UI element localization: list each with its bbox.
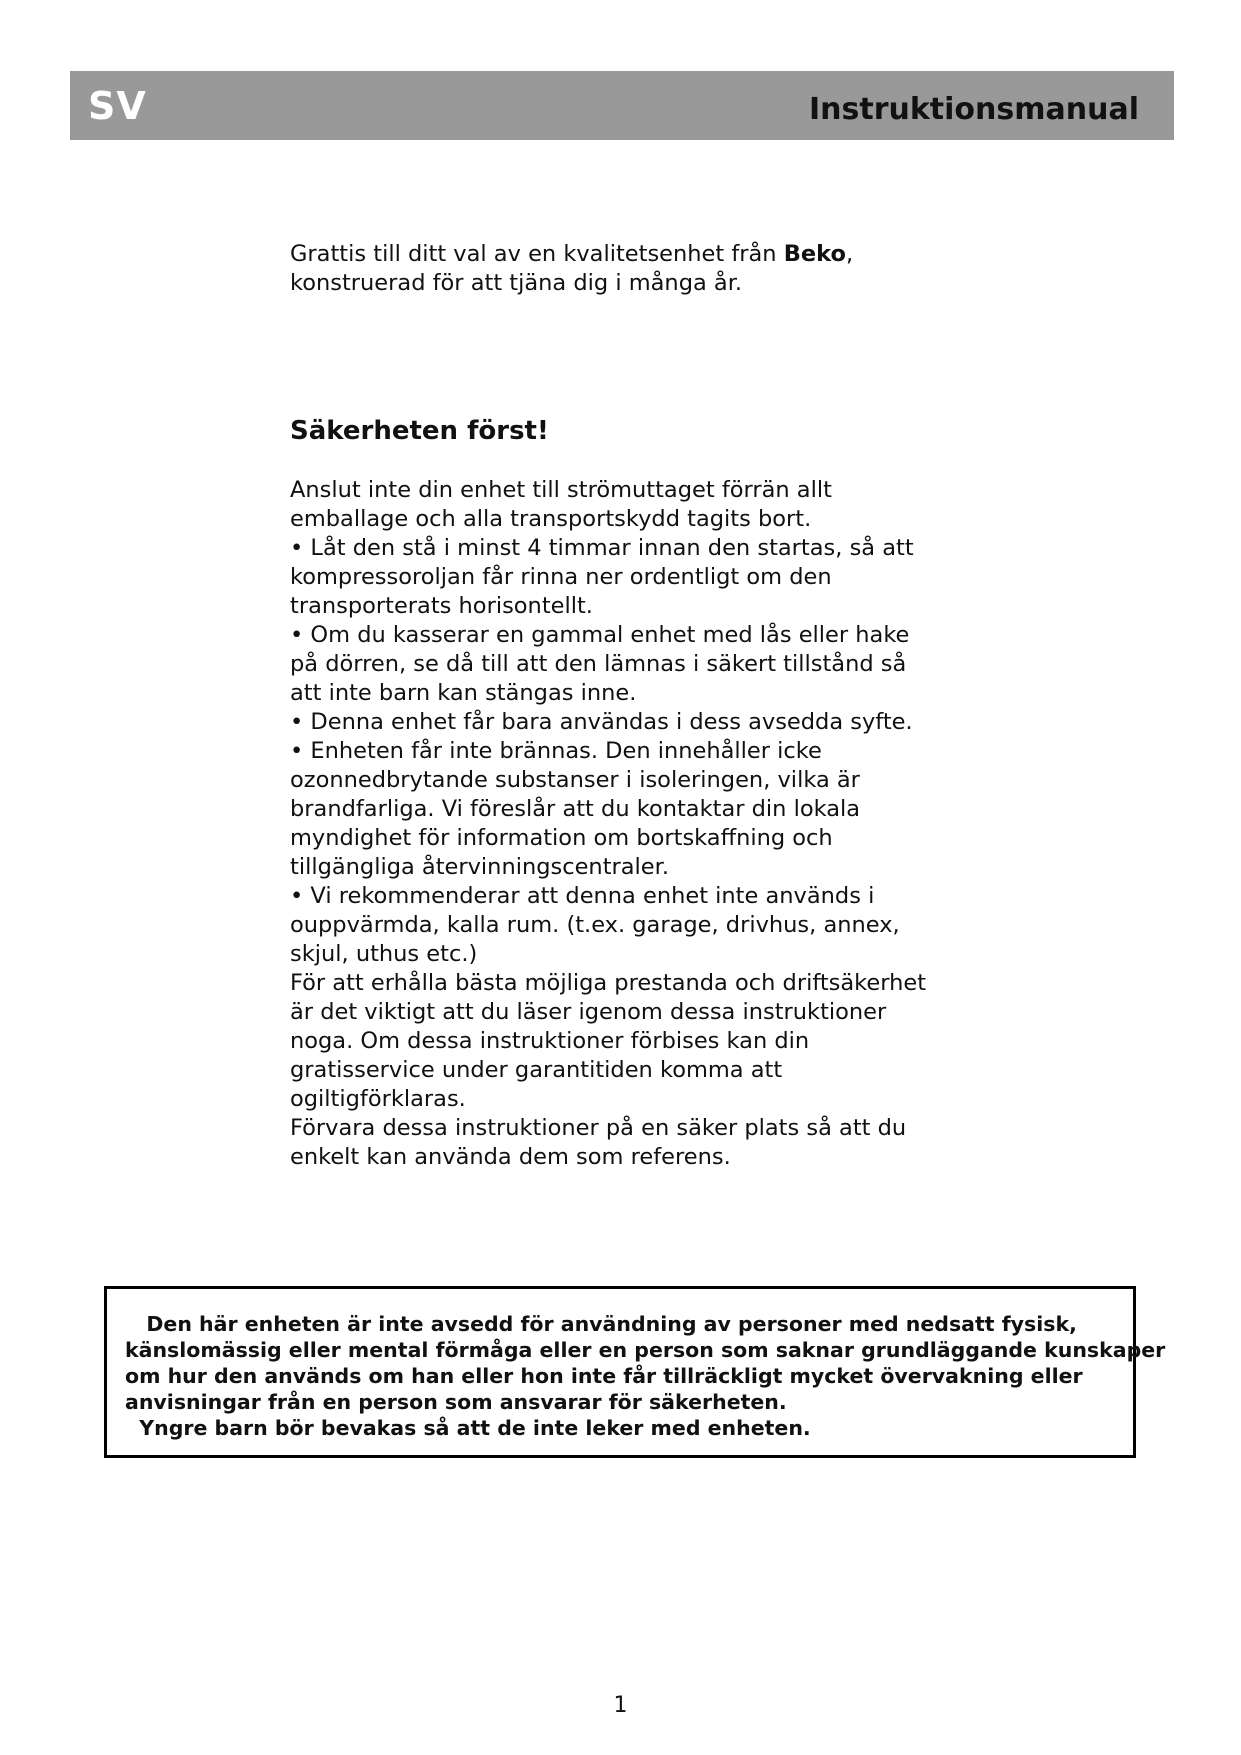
- safety-line: • Om du kasserar en gammal enhet med lås eller hake: [290, 622, 910, 648]
- page-number: 1: [613, 1693, 628, 1718]
- safety-line: brandfarliga. Vi föreslår att du kontaktar din lokala: [290, 796, 861, 822]
- warning-line: om hur den används om han eller hon inte får tillräckligt mycket övervakning eller: [125, 1364, 1083, 1388]
- language-code: SV: [88, 84, 147, 128]
- safety-line: • Enheten får inte brännas. Den innehåller icke: [290, 738, 822, 764]
- safety-line: enkelt kan använda dem som referens.: [290, 1144, 731, 1170]
- safety-line: ouppvärmda, kalla rum. (t.ex. garage, drivhus, annex,: [290, 912, 900, 938]
- warning-line: Den här enheten är inte avsedd för användning av personer med nedsatt fysisk,: [125, 1312, 1077, 1336]
- safety-line: transporterats horisontellt.: [290, 593, 593, 619]
- intro-text-start: Grattis till ditt val av en kvalitetsenhet från: [290, 241, 784, 267]
- document-title: Instruktionsmanual: [808, 92, 1139, 127]
- safety-line: skjul, uthus etc.): [290, 941, 478, 967]
- safety-line: tillgängliga återvinningscentraler.: [290, 854, 669, 880]
- safety-line: är det viktigt att du läser igenom dessa instruktioner: [290, 999, 887, 1025]
- safety-line: myndighet för information om bortskaffning och: [290, 825, 833, 851]
- warning-line: Yngre barn bör bevakas så att de inte leker med enheten.: [125, 1416, 811, 1440]
- safety-line: att inte barn kan stängas inne.: [290, 680, 637, 706]
- warning-text: [125, 1311, 1165, 1441]
- safety-line: Förvara dessa instruktioner på en säker plats så att du: [290, 1115, 907, 1141]
- brand-name: Beko: [783, 241, 846, 267]
- safety-line: Anslut inte din enhet till strömuttaget förrän allt: [290, 477, 832, 503]
- safety-line: • Vi rekommenderar att denna enhet inte används i: [290, 883, 875, 909]
- warning-line: känslomässig eller mental förmåga eller en person som saknar grundläggande kunskaper: [125, 1338, 1166, 1362]
- intro-comma: ,: [845, 241, 854, 267]
- safety-body: [290, 476, 950, 1172]
- safety-line: För att erhålla bästa möjliga prestanda och driftsäkerhet: [290, 970, 927, 996]
- safety-line: • Låt den stå i minst 4 timmar innan den startas, så att: [290, 535, 914, 561]
- intro-text-end: konstruerad för att tjäna dig i många år.: [290, 270, 743, 296]
- safety-line: • Denna enhet får bara användas i dess avsedda syfte.: [290, 709, 913, 735]
- safety-line: kompressoroljan får rinna ner ordentligt om den: [290, 564, 832, 590]
- safety-line: ozonnedbrytande substanser i isoleringen, vilka är: [290, 767, 860, 793]
- safety-line: på dörren, se då till att den lämnas i säkert tillstånd så: [290, 651, 907, 677]
- warning-line: anvisningar från en person som ansvarar för säkerheten.: [125, 1390, 787, 1414]
- safety-heading: Säkerheten först!: [290, 416, 549, 446]
- warning-box: [104, 1286, 1166, 1458]
- safety-line: noga. Om dessa instruktioner förbises kan din: [290, 1028, 810, 1054]
- safety-line: emballage och alla transportskydd tagits bort.: [290, 506, 812, 532]
- intro-paragraph: [290, 240, 930, 298]
- safety-line: ogiltigförklaras.: [290, 1086, 466, 1112]
- safety-line: gratisservice under garantitiden komma att: [290, 1057, 783, 1083]
